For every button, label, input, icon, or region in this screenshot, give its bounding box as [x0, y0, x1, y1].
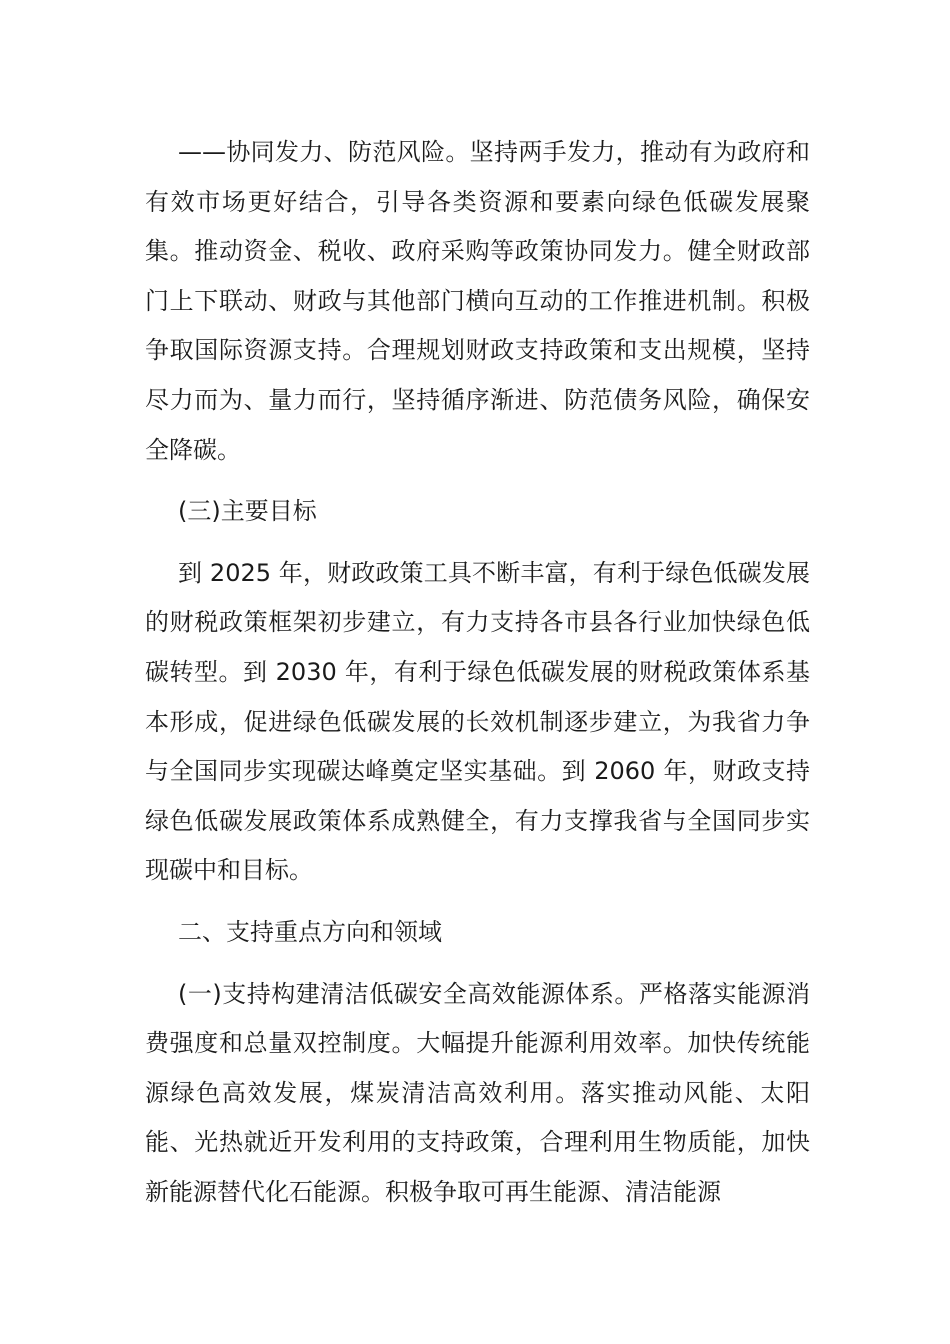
paragraph-coordination-risk: ——协同发力、防范风险。坚持两手发力，推动有为政府和有效市场更好结合，引导各类资源和要素向绿色低碳发展聚集。推动资金、税收、政府采购等政策协同发力。健全财政部门上下联动、财政与其他部门横向互动的工作推进机制。积极争取国际资源支持。合理规划财政支持政策和支出规模，坚持尽力而为、量力而行，坚持循序渐进、防范债务风险，确保安全降碳。 — [145, 138, 810, 464]
document-body — [145, 128, 810, 1229]
paragraph-main-goals: 到 2025 年，财政政策工具不断丰富，有利于绿色低碳发展的财税政策框架初步建立，有力支持各市县各行业加快绿色低碳转型。到 2030 年，有利于绿色低碳发展的财税政策体系基本形成，促进绿色低碳发展的长效机制逐步建立，为我省力争与全国同步实现碳达峰奠定坚实基础。到 2060 年，财政支持绿色低碳发展政策体系成熟健全，有力支撑我省与全国同步实现碳中和目标。 — [145, 558, 810, 885]
paragraph-energy-system: (一)支持构建清洁低碳安全高效能源体系。严格落实能源消费强度和总量双控制度。大幅提升能源利用效率。加快传统能源绿色高效发展，煤炭清洁高效利用。落实推动风能、太阳能、光热就近开发利用的支持政策，合理利用生物质能，加快新能源替代化石能源。积极争取可再生能源、清洁能源 — [145, 979, 810, 1206]
section-heading-main-goals: (三)主要目标 — [178, 497, 317, 526]
section-heading-key-directions: 二、支持重点方向和领域 — [178, 917, 442, 946]
